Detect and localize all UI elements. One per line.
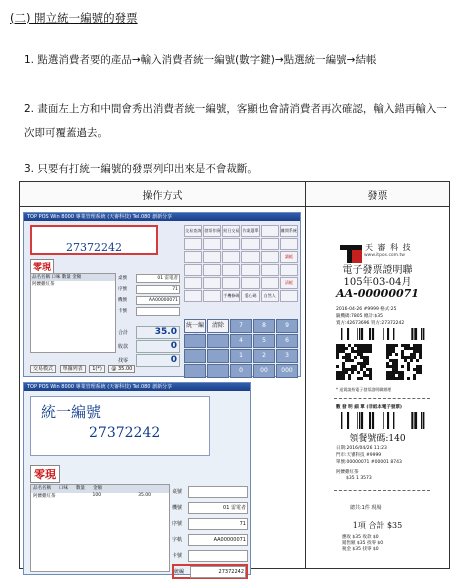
keypad-key[interactable]: 00 (253, 364, 275, 378)
receipt-invoice-number: AA-00000071 (336, 287, 419, 300)
keypad-key[interactable] (184, 364, 206, 378)
keypad-key[interactable] (207, 364, 229, 378)
function-key[interactable] (184, 277, 202, 289)
function-key[interactable] (261, 251, 279, 263)
receipt-note: * 退貨請持電子發票證明聯辦理 (336, 387, 392, 392)
qty-indicator: 1(*) (89, 365, 105, 373)
keypad-key[interactable]: 7 (230, 319, 252, 333)
info-field: 字軌 AA00000071 (172, 532, 248, 547)
amount-received: 收款 0 (118, 340, 180, 353)
info-field: 序號 71 (118, 286, 178, 292)
company-url: www.itpos.com.tw (364, 253, 405, 258)
function-key[interactable] (261, 225, 279, 237)
zero-cash-tag: 零現 (30, 259, 54, 274)
invoice-cell (306, 207, 450, 569)
step-2: 2. 畫面左上方和中間會秀出消費者統一編號，客顯也會請消費者再次確認，輸入錯再輸入一次即可覆蓋過去。 (24, 103, 447, 139)
receipt-line: 賣方:42673696 買方:27372242 (336, 321, 405, 326)
item-list (30, 484, 170, 572)
receipt-line: 2016-04-26 #9999 格式:25 (336, 307, 397, 312)
receipt-item-name: 阿嬤雞紅茶 (336, 470, 359, 475)
function-key[interactable]: 清帳 (280, 277, 298, 289)
receipt-total: 1項 合計 $35 (352, 521, 403, 530)
receipt-title: 電子發票證明聯 (342, 265, 413, 276)
tax-id-display: 27372242 (30, 225, 158, 255)
keypad-key[interactable]: 統一編 (184, 319, 206, 333)
receipt-period: 105年03-04月 (343, 277, 412, 288)
window-titlebar: TOP POS Win 8000 專業管理系統 (天審科技) Tel.080 創新分享 (24, 383, 250, 391)
qr-code-right (386, 344, 422, 380)
function-key[interactable]: 離開系統 (280, 225, 298, 237)
section-heading: (二) 開立統一編號的發票 (10, 11, 138, 25)
numeric-keypad (184, 319, 298, 378)
amount-total: 合計 35.0 (118, 326, 180, 339)
trade-mode-button[interactable]: 交易模式 (30, 365, 56, 373)
cut-line (334, 398, 430, 399)
function-key[interactable] (241, 277, 259, 289)
function-key[interactable] (280, 264, 298, 276)
function-key[interactable] (241, 251, 259, 263)
keypad-key[interactable] (207, 349, 229, 363)
company-logo (340, 243, 362, 263)
tax-id-label: 統一編號 (41, 403, 102, 421)
payment-line: 應收 $35 收款 $0 (342, 535, 379, 540)
keypad-key[interactable] (184, 334, 206, 348)
info-field: 機號 01 雷電者 (172, 500, 248, 515)
operation-cell (20, 207, 306, 575)
function-key[interactable]: 結日交易 (222, 225, 240, 237)
window-titlebar: TOP POS Win 8000 專業管理系統 (天審科技) Tel.080 創新分享 (24, 213, 300, 221)
keypad-key[interactable]: 0 (230, 364, 252, 378)
info-field: 桌號 (172, 484, 248, 499)
col-header-invoice: 發票 (306, 182, 450, 207)
keypad-key[interactable]: 000 (276, 364, 298, 378)
function-key[interactable] (261, 238, 279, 250)
tax-id-panel (30, 396, 210, 456)
qr-code-left (336, 344, 372, 380)
function-key[interactable] (241, 264, 259, 276)
bottom-bar (30, 365, 137, 372)
amount-change: 找零 0 (118, 354, 180, 367)
function-key[interactable] (203, 251, 221, 263)
function-key[interactable] (203, 290, 221, 302)
payment-line: 稅金 $35 找零 $0 (342, 547, 379, 552)
info-fields (118, 273, 180, 317)
keypad-key[interactable]: 6 (276, 334, 298, 348)
function-key[interactable] (280, 290, 298, 302)
function-key[interactable] (203, 238, 221, 250)
keypad-key[interactable]: 1 (230, 349, 252, 363)
item-list-header: 品名名稱 口味 數量 金額 (31, 274, 115, 281)
receipt-line: 門市:天審科技 #9999 (336, 453, 382, 458)
list-item[interactable]: 阿嬤雞紅茶 (32, 282, 55, 287)
function-key[interactable] (261, 264, 279, 276)
unit-price: @ 35.00 (108, 365, 135, 373)
step-3: 3. 只要有打統一編號的發票列印出來是不會裁斷。 (24, 163, 258, 175)
barcode (336, 412, 426, 429)
function-key[interactable]: 自然人 (261, 290, 279, 302)
zero-cash-tag: 零現 (30, 465, 60, 483)
list-item[interactable]: 阿嬤雞紅茶 100 35.00 (33, 493, 151, 499)
info-field: 卡號 (118, 306, 180, 316)
pos-screenshot-1 (23, 212, 301, 377)
info-field: 序號 71 (172, 516, 248, 531)
keypad-key[interactable]: 4 (230, 334, 252, 348)
receipt-line: 隨機碼:7805 總計:$35 (336, 314, 384, 319)
item-list-header: 品名名稱 口味 數量 金額 (31, 485, 169, 493)
amount-fields (118, 326, 180, 368)
function-key[interactable] (222, 251, 240, 263)
keypad-key[interactable]: 3 (276, 349, 298, 363)
keypad-key[interactable] (207, 334, 229, 348)
function-key[interactable] (241, 238, 259, 250)
function-key[interactable] (261, 277, 279, 289)
col-header-operation: 操作方式 (20, 182, 306, 207)
info-fields (172, 484, 248, 580)
function-key[interactable] (222, 238, 240, 250)
info-field: 機號 AA00000071 (118, 297, 178, 303)
receipt-line: 單號:00000071 #00001 8743 (336, 460, 402, 465)
receipt-summary: 總共:1件 現場 (350, 505, 382, 511)
receipt-item-line: $35 1 3573 (346, 476, 372, 481)
keypad-key[interactable]: 5 (253, 334, 275, 348)
function-key[interactable] (203, 277, 221, 289)
step-1: 1. 點選消費者要的產品→輸入消費者統一編號(數字鍵)→點選統一編號→結帳 (24, 54, 377, 66)
function-key[interactable] (222, 264, 240, 276)
divider (334, 490, 430, 491)
function-key[interactable] (203, 264, 221, 276)
barcode (336, 328, 426, 340)
payment-line: 銷售額 $35 找零 $0 (342, 541, 384, 546)
function-key[interactable]: 讀帳 (280, 251, 298, 263)
receipt-line: 日期:2016/04/26 11:23 (336, 446, 387, 451)
keypad-key[interactable]: 8 (253, 319, 275, 333)
keypad-key[interactable]: 9 (276, 319, 298, 333)
info-field: 卡號 (172, 548, 248, 563)
keypad-key[interactable]: 2 (253, 349, 275, 363)
item-list (30, 273, 116, 353)
function-key[interactable] (280, 238, 298, 250)
instruction-table (19, 181, 450, 575)
function-key[interactable]: 手機條碼 (222, 290, 240, 302)
tax-id-field-highlighted: 統編 27372242 (172, 564, 248, 579)
keypad-key[interactable]: 清除 (207, 319, 229, 333)
info-field: 桌號 01 雷電者 (118, 275, 178, 281)
keypad-key[interactable] (184, 349, 206, 363)
function-key[interactable]: 作業選單 (241, 225, 259, 237)
function-key[interactable] (222, 277, 240, 289)
function-key[interactable] (184, 238, 202, 250)
pickup-number: 領餐號碼:140 (349, 434, 406, 444)
function-key[interactable]: 交易查詢 (184, 225, 202, 237)
tax-id-number: 27372242 (89, 425, 161, 441)
company-name: 天 審 科 技 (365, 243, 412, 252)
function-key[interactable] (184, 264, 202, 276)
function-key[interactable] (184, 290, 202, 302)
pos-screenshot-2 (23, 382, 251, 575)
receipt-list-button[interactable]: 單據列表 (60, 365, 86, 373)
function-key[interactable]: 發票作廢 (203, 225, 221, 237)
function-grid (184, 225, 298, 302)
function-key[interactable]: 愛心碼 (241, 290, 259, 302)
detail-title: 數 發 明 細 單 (非紙本電子發票) (336, 405, 402, 410)
function-key[interactable] (184, 251, 202, 263)
